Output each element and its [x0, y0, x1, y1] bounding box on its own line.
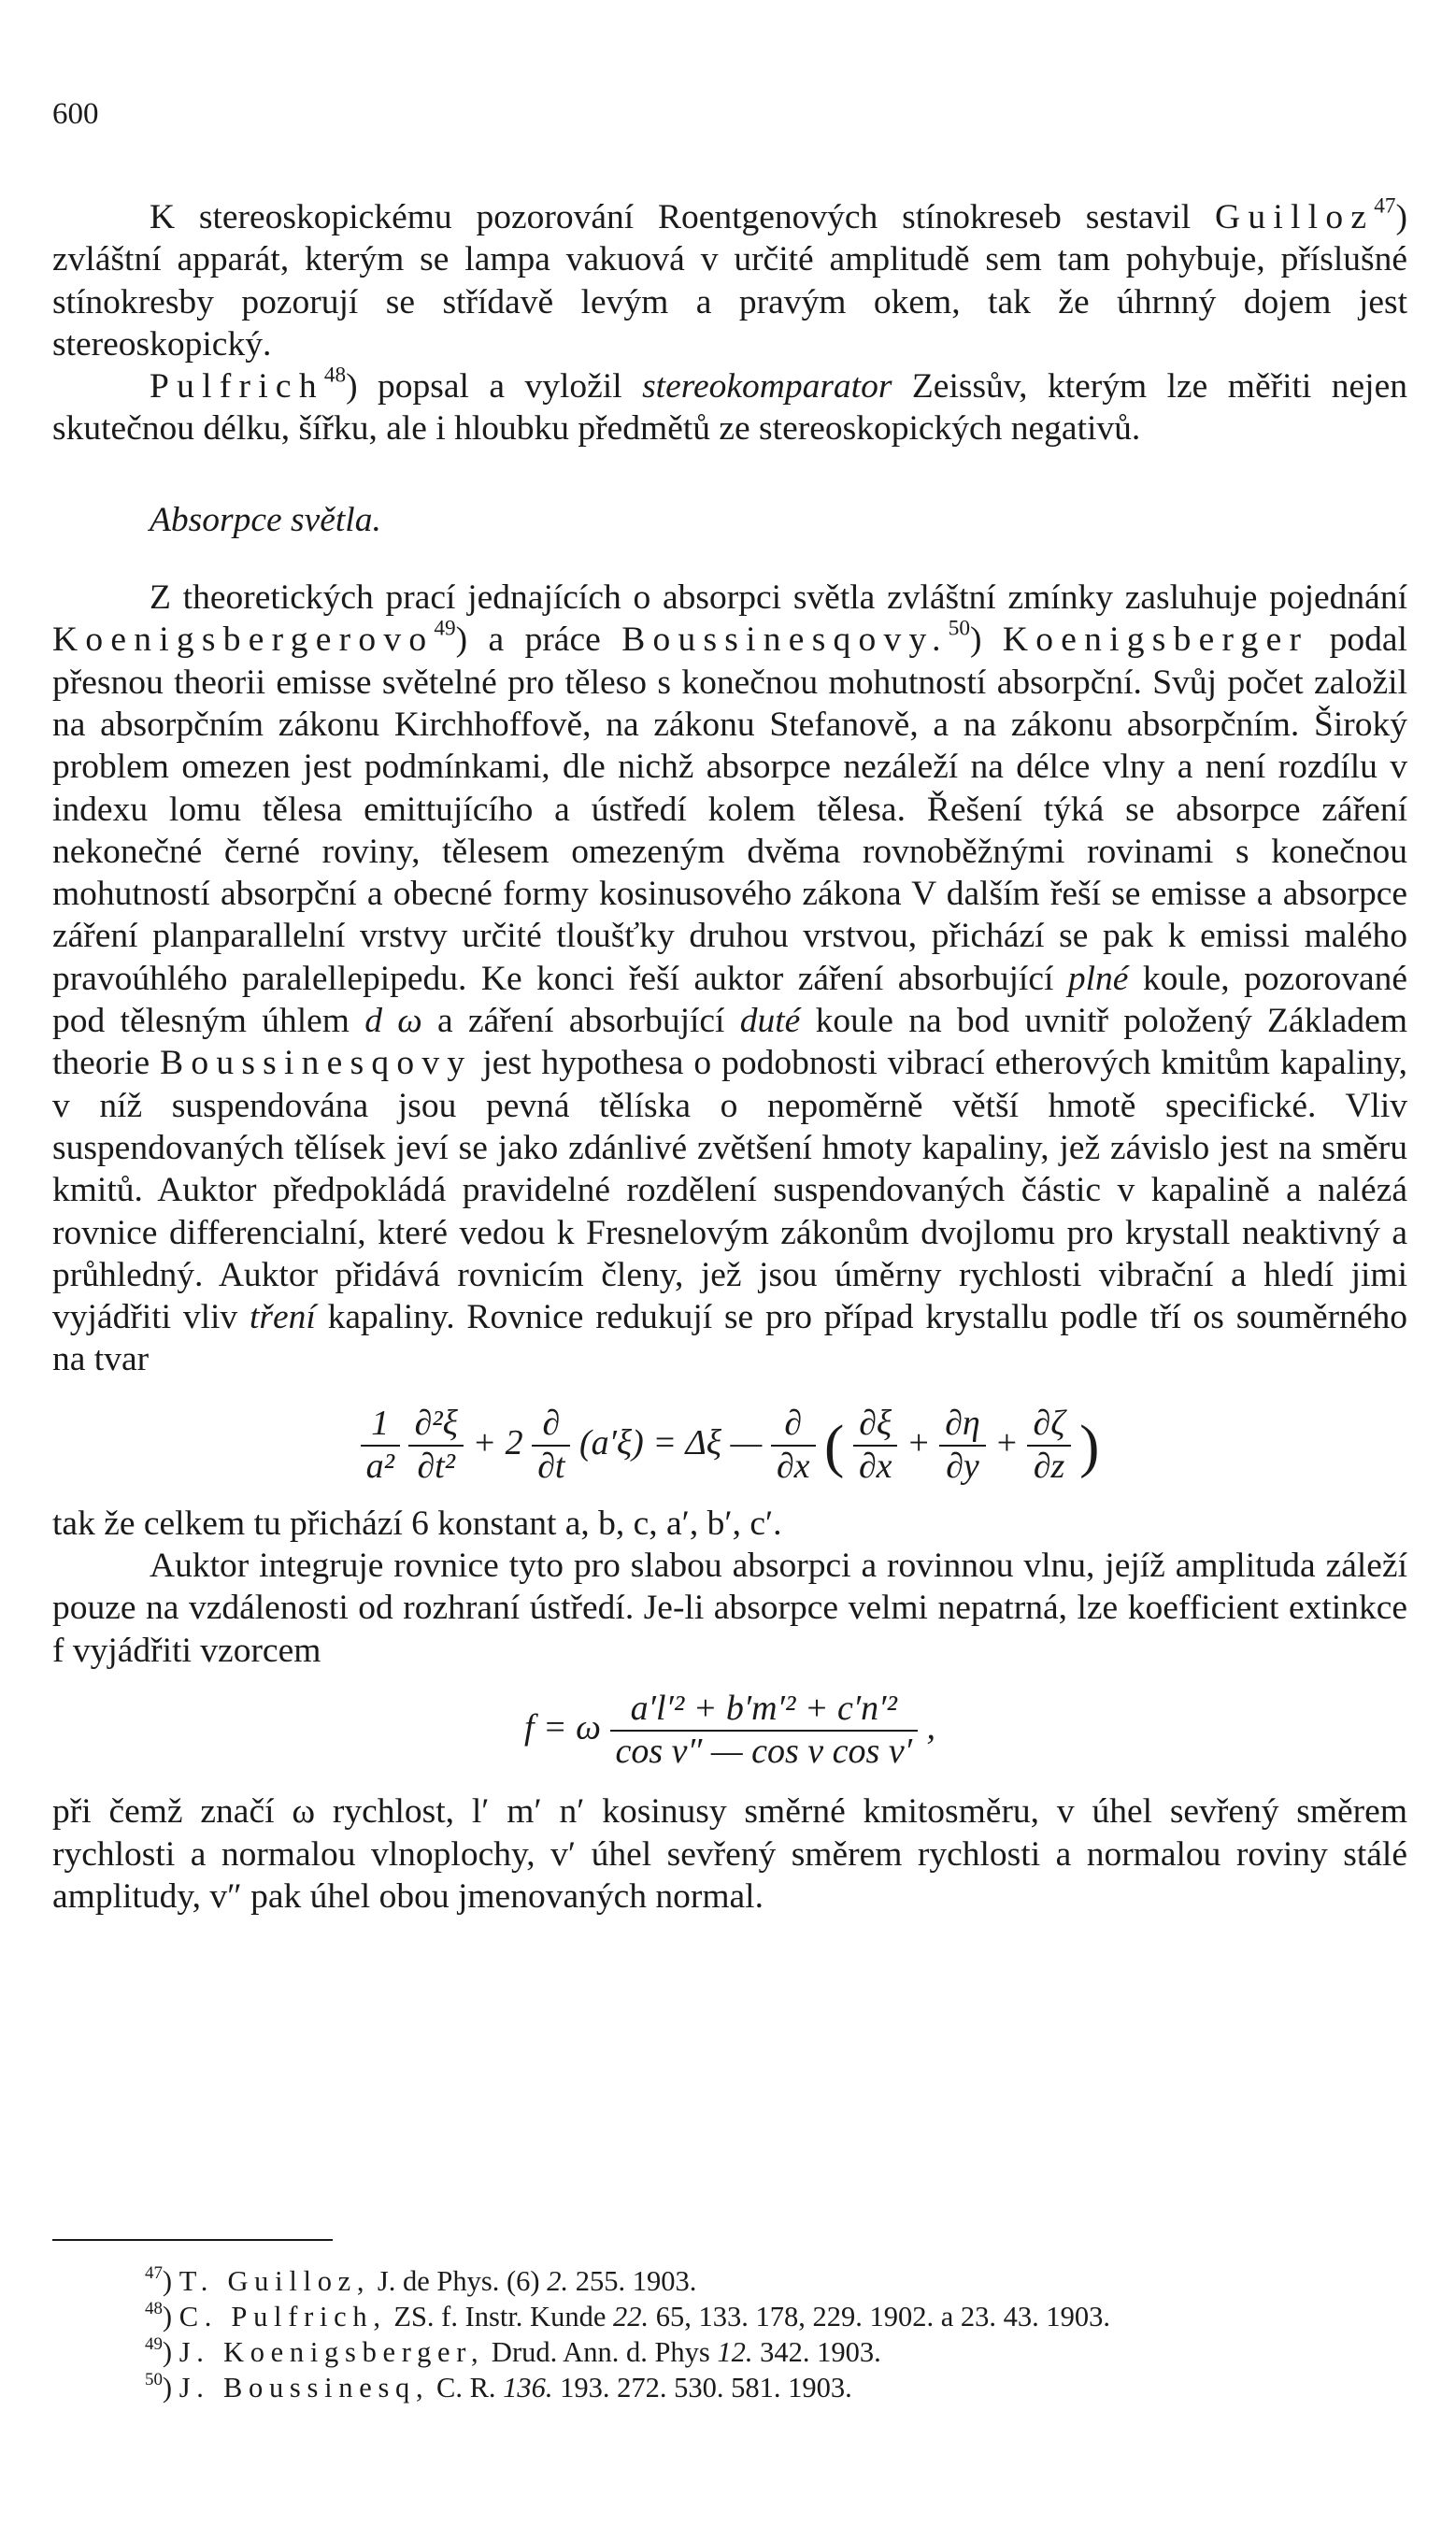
footnote-text: ZS. f. Instr. Kunde	[386, 2301, 613, 2332]
term: duté	[739, 1002, 801, 1041]
equation-lhs: f = ω	[523, 1707, 602, 1747]
equation-middle: (a′ξ) = Δξ —	[578, 1422, 763, 1462]
equation-extinction	[52, 1689, 1407, 1772]
page-number: 600	[52, 97, 99, 131]
author-name: Guilloz	[1215, 198, 1375, 236]
footnote-50: $^{50}$) J. Boussinesq, C. R. 136. 193. 272. 530. 581. 1903.	[145, 2369, 852, 2403]
text-run: Z theoretických prací jednajících o absorpci světla zvláštní zmínky zasluhuje pojednání	[150, 578, 1407, 618]
denominator: ∂x	[776, 1447, 810, 1486]
fraction	[532, 1404, 570, 1487]
equation-tail: ,	[926, 1707, 936, 1747]
denominator: ∂y	[946, 1447, 979, 1486]
left-paren: (	[824, 1412, 845, 1478]
numerator: a′l′² + b′m′² + c′n′²	[610, 1689, 919, 1732]
fraction	[939, 1404, 986, 1487]
operator: +	[906, 1422, 931, 1462]
footnote-text: C. R.	[429, 2372, 504, 2403]
footnote-author: J. Koenigsberger,	[178, 2336, 485, 2368]
term: d ω	[364, 1002, 422, 1041]
term: plné	[1067, 959, 1129, 998]
footnote-volume: 136.	[503, 2372, 553, 2403]
footnote-number: 48	[145, 2298, 163, 2318]
footnote-author: C. Pulfrich,	[178, 2301, 387, 2332]
text-run: kapaliny. Rovnice redukují se pro případ krystallu podle tří os souměrného na tvar	[52, 1298, 1407, 1379]
denominator: ∂t	[537, 1447, 565, 1486]
footnote-number: 47	[145, 2262, 163, 2283]
denominator: ∂z	[1033, 1447, 1065, 1486]
text-run: )	[969, 620, 1003, 660]
numerator: ∂ξ	[853, 1404, 898, 1447]
footnote-text: Drud. Ann. d. Phys	[484, 2336, 718, 2368]
footnote-volume: 2.	[547, 2265, 569, 2297]
text-run: jest hypothesa o podobnosti vibrací etherových kmitům kapaliny, v níž suspendována jsou pevná tělíska o nepoměrně větší hmotě specifické. Vliv suspendovaných tělísek jeví se jako zdánlivé zvětšení hmoty kapaliny, jež závislo jest na směru kmitů. Auktor předpokládá pravidelné rozdělení suspendovaných částic v kapalině a nalézá rovnice differencialní, které vedou k Fresnelovým zákonům dvojlomu pro krystall neaktivný a průhledný. Auktor přidává rovnicím členy, jež jsou úměrny rychlosti vibrační a hledí jimi vyjádřiti vliv	[52, 1044, 1407, 1337]
page-body	[52, 193, 1408, 1918]
numerator: ∂²ξ	[408, 1404, 463, 1447]
right-paren: )	[1079, 1412, 1100, 1478]
fraction	[408, 1404, 463, 1487]
text-run: a záření absorbující	[421, 1002, 740, 1041]
paragraph-symbols: při čemž značí ω rychlost, l′ m′ n′ kosinusy směrné kmitosměru, v úhel sevřený směrem rychlosti a normalou vlnoplochy, v′ úhel sevřený směrem rychlosti a normalou roviny stálé amplitudy, v″ pak úhel obou jmenovaných normal.	[52, 1792, 1407, 1916]
footnotes	[145, 2263, 1416, 2405]
numerator: ∂η	[939, 1404, 986, 1447]
footnote-rest: 193. 272. 530. 581. 1903.	[552, 2372, 852, 2403]
footnote-47: $^{47}$) T. Guilloz, J. de Phys. (6) 2. 255. 1903.	[145, 2262, 697, 2297]
paragraph-stereokomparator	[52, 365, 1407, 450]
author-name: Pulfrich	[150, 367, 324, 407]
fraction	[771, 1404, 816, 1487]
footnote-rest: 65, 133. 178, 229. 1902. a 23. 43. 1903.	[649, 2301, 1111, 2332]
fraction	[361, 1404, 400, 1487]
denominator: ∂t²	[417, 1447, 456, 1486]
text-run: ) zvláštní apparát, kterým se lampa vakuová v určité amplitudě sem tam pohybuje, příslušné stínokresby pozorují se střídavě levým a pravým okem, tak že úhrnný dojem jest stereoskopický.	[52, 198, 1407, 364]
text-run: Zeissův, kterým lze měřiti nejen skutečnou délku, šířku, ale i hloubku předmětů ze stereoskopických negativů.	[52, 367, 1407, 449]
fraction	[610, 1689, 919, 1772]
term: stereokomparator	[642, 367, 892, 407]
equation-wave	[52, 1391, 1407, 1495]
footnote-author: T. Guilloz,	[178, 2265, 371, 2297]
text-run: podal přesnou theorii emisse světelné pro těleso s konečnou mohutností absorpční. Svůj počet založil na absorpčním zákonu Kirchhoffově, na zákonu Stefanově, a na zákonu absorpčním. Široký problem omezen jest podmínkami, dle nichž absorpce nezáleží na délce vlny a není rozdílu v indexu lomu tělesa emittujícího a ústředí kolem tělesa. Řešení týká se absorpce záření nekonečné černé roviny, tělesem omezeným dvěma rovnoběžnými rovinami s konečnou mohutností absorpční a obecné formy kosinusového zákona V dalším řeší se emisse a absorpce záření planparallelní vrstvy určité tloušťky druhou vrstvou, přichází se pak k emissi malého pravoúhlého paralellepipedu. Ke konci řeší auktor záření absorbující	[52, 620, 1407, 998]
footnote-number: 50	[145, 2369, 163, 2389]
paragraph-integration: Auktor integruje rovnice tyto pro slabou absorpci a rovinnou vlnu, jejíž amplituda záleží pouze na vzdálenosti od rozhraní ústředí. Je-li absorpce velmi nepatrná, lze koefficient extinkce f vyjádřiti vzorcem	[52, 1547, 1407, 1670]
footnote-text: J. de Phys. (6)	[370, 2265, 548, 2297]
denominator: cos v″ — cos v cos v′	[615, 1731, 913, 1771]
term: tření	[249, 1298, 316, 1337]
text-run: ) popsal a vyložil	[346, 367, 643, 407]
footnote-rest: 255. 1903.	[568, 2265, 697, 2297]
footnote-49: $^{49}$) J. Koenigsberger, Drud. Ann. d. Phys 12. 342. 1903.	[145, 2333, 881, 2368]
paragraph-stereoscopy	[52, 193, 1407, 365]
footnote-ref: 47	[1374, 193, 1396, 219]
footnote-author: J. Boussinesq,	[178, 2372, 430, 2403]
text-run: koule na bod uvnitř položený Základem theorie	[52, 1002, 1407, 1083]
footnote-rule	[52, 2239, 333, 2241]
numerator: 1	[361, 1404, 400, 1447]
text-run: koule, pozorované pod tělesným úhlem	[52, 959, 1408, 1041]
author-name: Boussinesqovy	[160, 1044, 473, 1083]
footnote-volume: 22.	[613, 2301, 649, 2332]
footnote-volume: 12.	[717, 2336, 753, 2368]
denominator: ∂x	[858, 1447, 892, 1486]
text-run: ) a práce	[455, 620, 622, 660]
footnote-48: $^{48}$) C. Pulfrich, ZS. f. Instr. Kunde 22. 65, 133. 178, 229. 1902. a 23. 43. 1903.	[145, 2298, 1111, 2332]
operator: +	[994, 1422, 1019, 1462]
footnote-ref: 48	[323, 363, 347, 388]
denominator: a²	[365, 1447, 394, 1486]
author-name: Koenigsberger	[1002, 620, 1309, 660]
author-name: Koenigsbergerovo	[52, 620, 435, 660]
paragraph-constants: tak že celkem tu přichází 6 konstant a, b, c, a′, b′, c′.	[52, 1504, 782, 1543]
numerator: ∂	[771, 1404, 816, 1447]
section-heading: Absorpce světla.	[150, 500, 381, 539]
footnote-ref: 49	[434, 617, 456, 642]
footnote-number: 49	[145, 2333, 163, 2354]
text-run: K stereoskopickému pozorování Roentgenových stínokreseb sestavil	[150, 198, 1216, 236]
numerator: ∂ζ	[1027, 1404, 1070, 1447]
footnote-rest: 342. 1903.	[752, 2336, 881, 2368]
fraction	[853, 1404, 898, 1487]
paragraph-absorption	[52, 577, 1407, 1381]
author-name: Boussinesqovy.	[621, 620, 949, 660]
numerator: ∂	[532, 1404, 570, 1447]
fraction	[1027, 1404, 1070, 1487]
footnote-ref: 50	[948, 617, 970, 642]
operator: + 2	[472, 1422, 523, 1462]
